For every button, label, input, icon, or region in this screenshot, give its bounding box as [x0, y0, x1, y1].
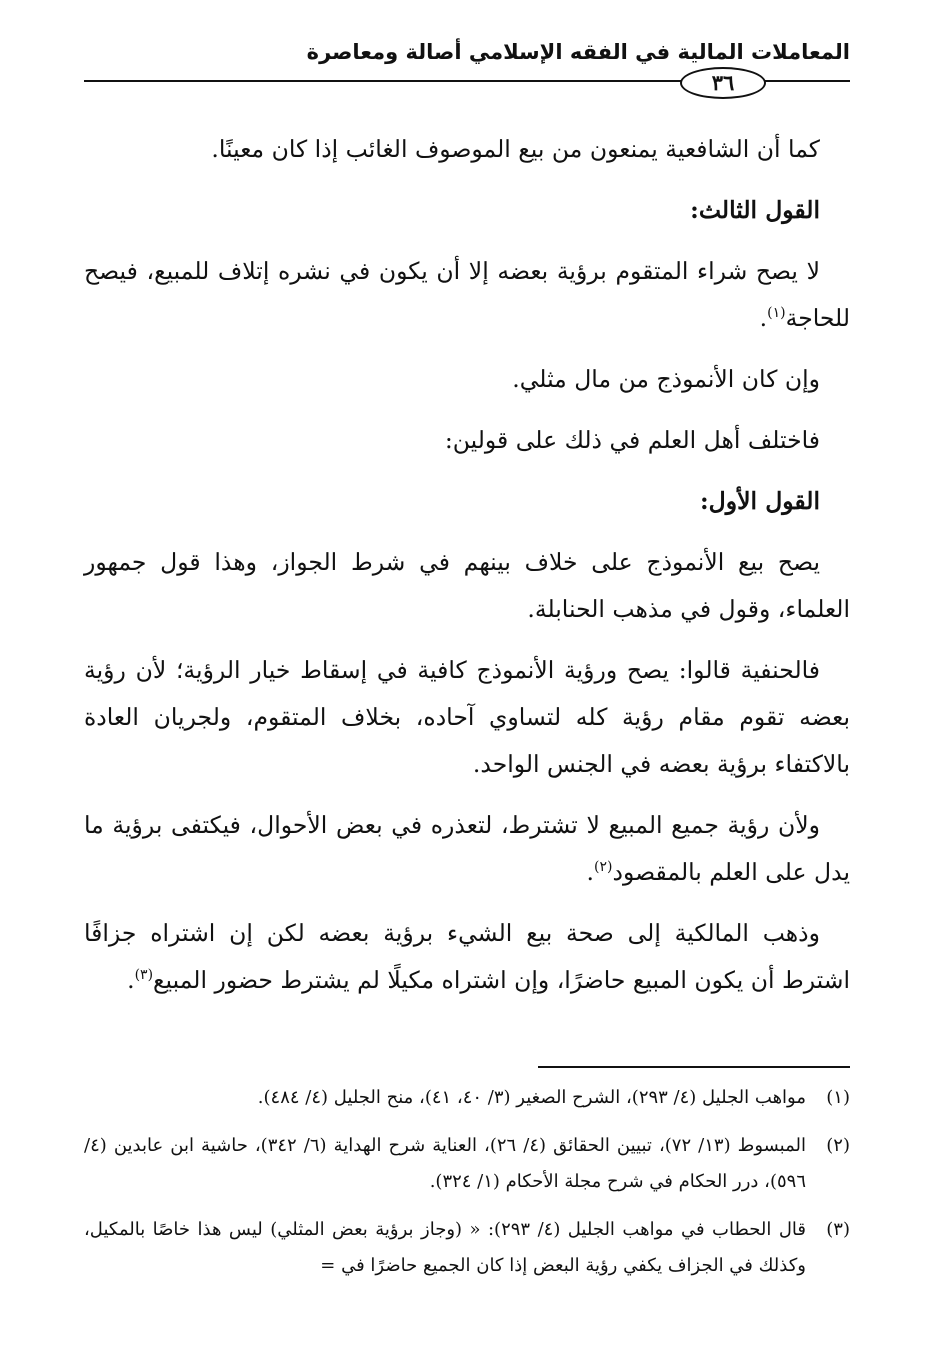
paragraph	[84, 248, 850, 342]
paragraph-text: ولأن رؤية جميع المبيع لا تشترط، لتعذره في بعض الأحوال، فيكتفى برؤية ما يدل على العلم بالمقصود	[84, 811, 850, 886]
footnote	[84, 1128, 850, 1200]
paragraph: وإن كان الأنموذج من مال مثلي.	[512, 365, 820, 393]
footnote	[84, 1080, 850, 1116]
footnote-text: المبسوط (١٣/ ٧٢)، تبيين الحقائق (٤/ ٢٦)، العناية شرح الهداية (٦/ ٣٤٢)، حاشية ابن عابدين (٤/ ٥٩٦)، درر الحكام في شرح مجلة الأحكام (١/ ٣٢٤).	[84, 1135, 806, 1192]
footnote-number: (٢)	[826, 1135, 850, 1156]
paragraph: فالحنفية قالوا: يصح ورؤية الأنموذج كافية في إسقاط خيار الرؤية؛ لأن رؤية بعضه تقوم مقام رؤية كله لتساوي آحاده، بخلاف المتقوم، ولجريان العادة بالاكتفاء برؤية بعضه في الجنس الواحد.	[84, 656, 850, 778]
footnote-separator	[538, 1066, 850, 1068]
footnote-number: (١)	[826, 1087, 850, 1108]
book-title: المعاملات المالية في الفقه الإسلامي أصالة ومعاصرة	[306, 40, 850, 64]
paragraph: كما أن الشافعية يمنعون من بيع الموصوف الغائب إذا كان معينًا.	[211, 135, 820, 163]
main-text	[84, 126, 850, 1018]
paragraph-end: .	[586, 858, 595, 886]
paragraph-text: لا يصح شراء المتقوم برؤية بعضه إلا أن يكون في نشره إتلاف للمبيع، فيصح للحاجة	[84, 257, 850, 332]
paragraph-end: .	[127, 966, 135, 994]
paragraph: فاختلف أهل العلم في ذلك على قولين:	[444, 426, 820, 454]
footnote-ref[interactable]: (٢)	[594, 859, 613, 876]
page-number: ٣٦	[680, 67, 766, 99]
paragraph: يصح بيع الأنموذج على خلاف بينهم في شرط الجواز، وهذا قول جمهور العلماء، وقول في مذهب الحنابلة.	[84, 548, 850, 623]
paragraph-end: .	[759, 304, 768, 332]
footnote	[84, 1212, 850, 1284]
footnote-text: قال الحطاب في مواهب الجليل (٤/ ٢٩٣): « (وجاز برؤية بعض المثلي) ليس هذا خاصًا بالمكيل، وكذلك في الجزاف يكفي رؤية البعض إذا كان الجميع حاضرًا في =	[84, 1219, 806, 1276]
footnote-text: مواهب الجليل (٤/ ٢٩٣)، الشرح الصغير (٣/ ٤٠، ٤١)، منح الجليل (٤/ ٤٨٤).	[257, 1087, 806, 1108]
section-heading: القول الأول:	[699, 487, 820, 515]
running-header	[84, 40, 850, 104]
footnote-number: (٣)	[826, 1219, 850, 1240]
paragraph	[84, 910, 850, 1004]
section-heading: القول الثالث:	[690, 196, 820, 224]
paragraph	[84, 802, 850, 896]
paragraph-text: وذهب المالكية إلى صحة بيع الشيء برؤية بعضه لكن إن اشتراه جزافًا اشترط أن يكون المبيع حاضرًا، وإن اشتراه مكيلًا لم يشترط حضور المبيع	[84, 919, 850, 994]
footnote-ref[interactable]: (٣)	[134, 967, 154, 984]
footnote-ref[interactable]: (١)	[767, 305, 786, 322]
footnotes	[84, 1080, 850, 1296]
